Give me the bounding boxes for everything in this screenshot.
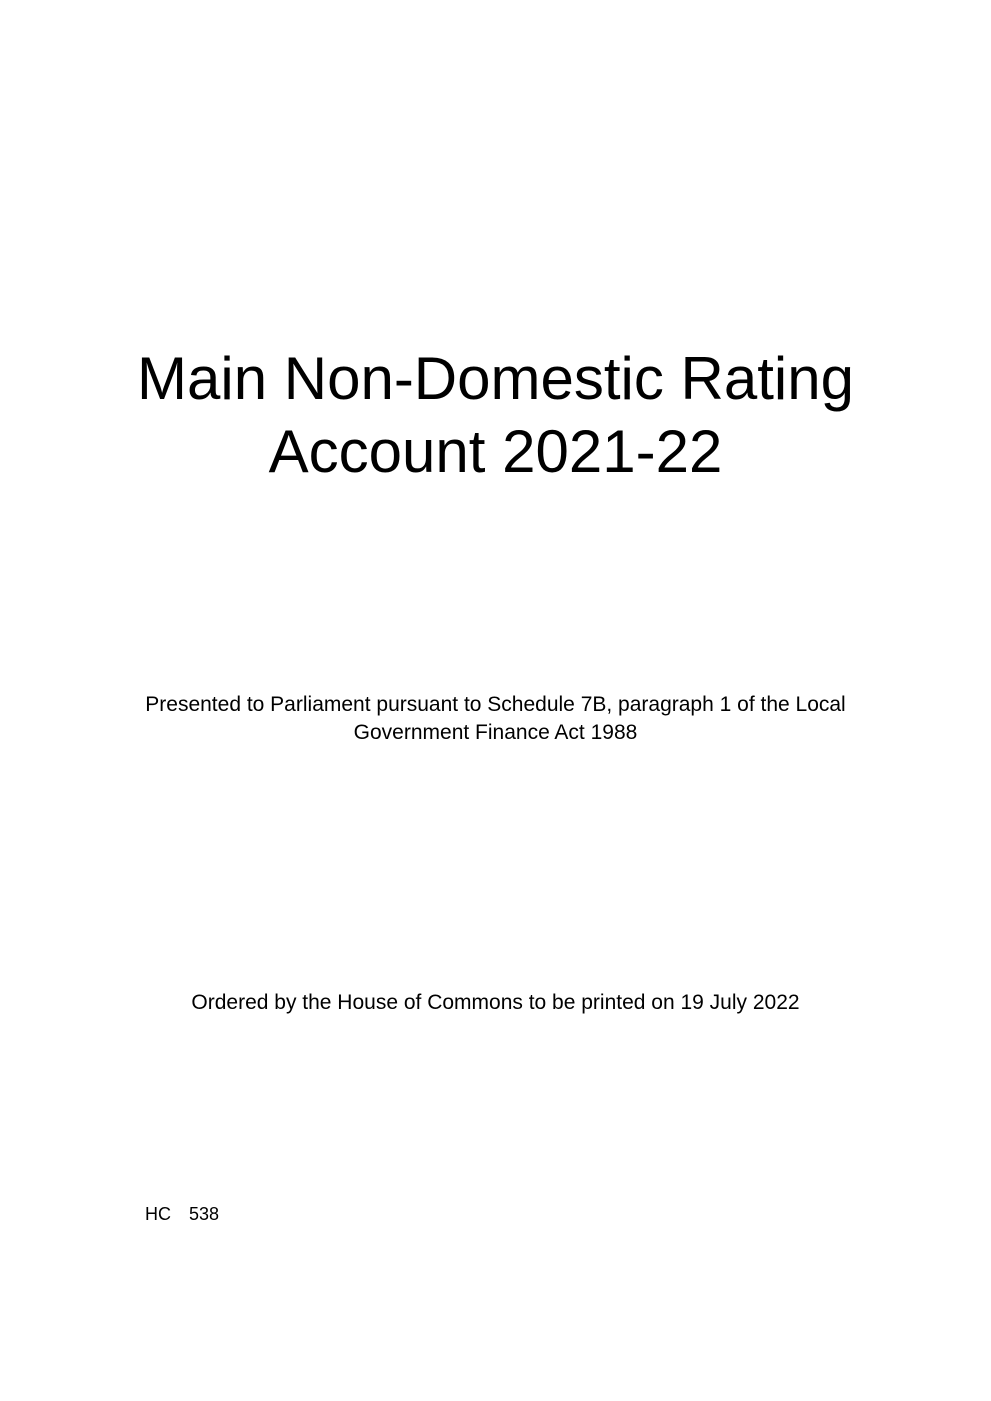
ordered-to-print-text: Ordered by the House of Commons to be printed on 19 July 2022 <box>191 991 800 1014</box>
hc-reference-number: 538 <box>189 1204 220 1224</box>
presented-to-parliament-text <box>0 691 991 747</box>
document-title-line1: Main Non-Domestic Rating <box>137 345 854 412</box>
document-title-line2: Account 2021-22 <box>268 418 723 485</box>
presented-line1: Presented to Parliament pursuant to Schedule 7B, paragraph 1 of the Local <box>145 693 846 716</box>
hc-reference-label: HC <box>145 1204 171 1224</box>
presented-line2: Government Finance Act 1988 <box>353 721 638 744</box>
document-title <box>0 342 991 488</box>
hc-reference <box>145 1204 219 1225</box>
